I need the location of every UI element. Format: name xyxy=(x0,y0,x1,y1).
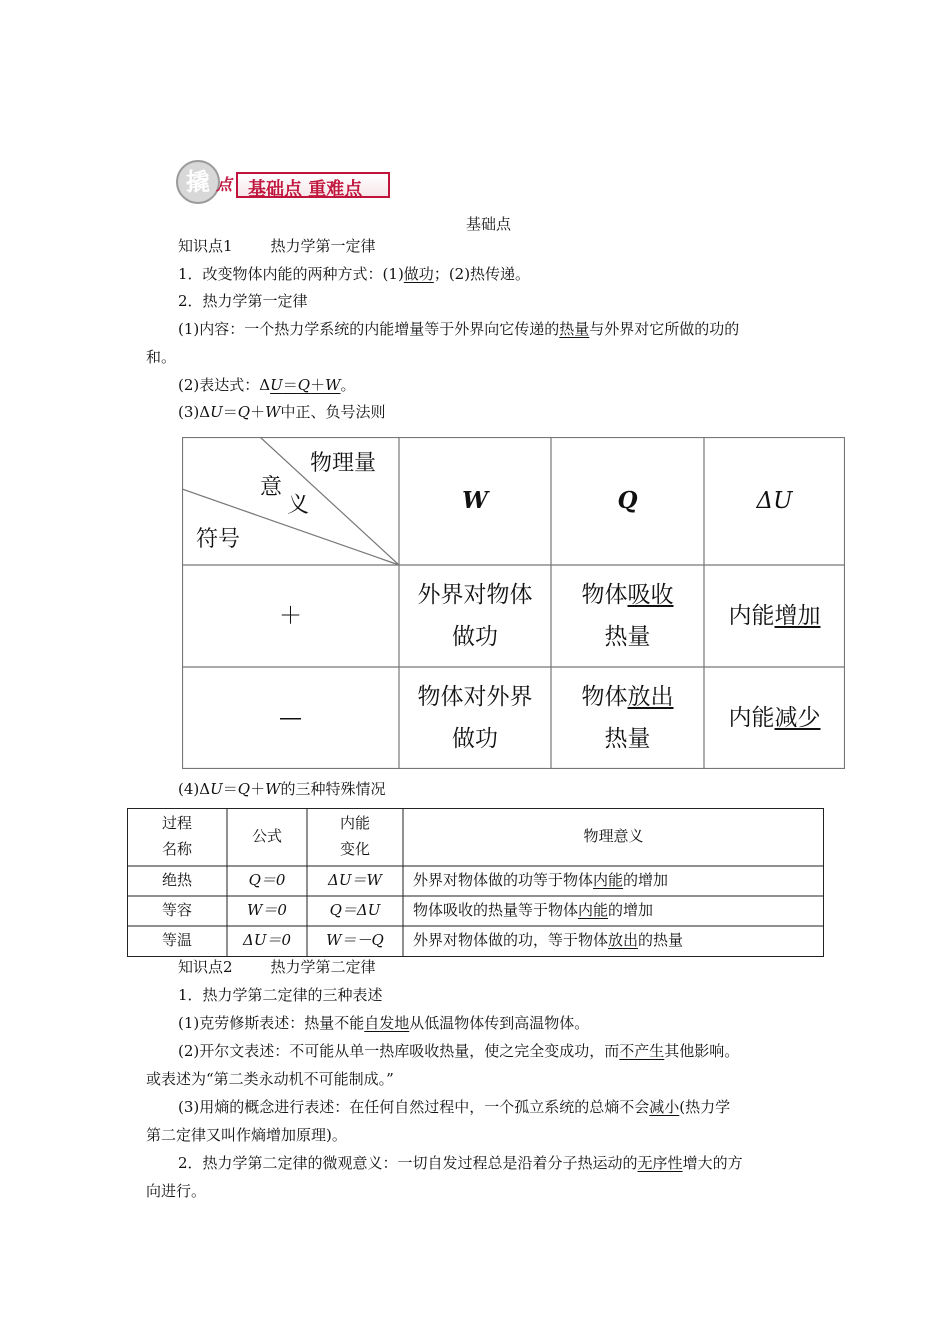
special-cases-table xyxy=(127,808,824,957)
k2-p4-cont: 第二定律又叫作熵增加原理)。 xyxy=(146,1126,347,1144)
row-minus-dU: 内能 减少 xyxy=(728,705,821,731)
k2-p3: (2)开尔文表述：不可能从单一热库吸收热量，使之完全变成功，而不产生其他影响。 xyxy=(178,1042,740,1060)
k2-title: 知识点2 xyxy=(178,958,233,976)
k2-p5-cont: 向进行。 xyxy=(146,1182,207,1200)
row-isothermal-formula: ΔU＝0 xyxy=(242,931,292,949)
row-minus-Q: 物体放出 热量 xyxy=(581,684,674,752)
k1-p4: (2)表达式：ΔU＝Q＋W。 xyxy=(178,376,356,394)
k1-p3-cont: 和。 xyxy=(146,348,177,366)
k2-heading xyxy=(178,956,376,978)
diag-label-sign: 符号 xyxy=(196,527,241,552)
diag-label-quantity: 物理量 xyxy=(310,451,377,476)
badge-title: 基础点 重难点 xyxy=(248,179,363,200)
row-isothermal-name: 等温 xyxy=(161,931,192,949)
badge-char: 点 xyxy=(216,175,233,194)
row-minus-W: 物体对外界 做功 xyxy=(417,684,533,752)
th-process-1: 过程 xyxy=(161,814,192,832)
row-isochoric-name: 等容 xyxy=(161,901,192,919)
k1-p5: (3)ΔU＝Q＋W中正、负号法则 xyxy=(178,403,386,421)
k1-p2: 2．热力学第一定律 xyxy=(178,292,308,310)
row-adiabatic-formula: Q＝0 xyxy=(248,871,286,889)
header-W: W xyxy=(462,487,488,514)
k2-p3-cont: 或表述为“第二类永动机不可能制成。” xyxy=(146,1070,394,1088)
th-change-2: 变化 xyxy=(339,840,370,858)
row-plus-sign: ＋ xyxy=(279,603,302,629)
row-isothermal-change: W＝－Q xyxy=(326,931,384,949)
badge-circle-icon: 撬 xyxy=(176,160,220,204)
section-title: 基础点 xyxy=(466,215,512,233)
sign-convention-table xyxy=(182,437,845,769)
row-isochoric-change: Q＝ΔU xyxy=(329,901,381,919)
row-minus-sign: — xyxy=(279,705,302,731)
p6: (4)ΔU＝Q＋W的三种特殊情况 xyxy=(178,780,386,798)
k2-p5: 2．热力学第二定律的微观意义：一切自发过程总是沿着分子热运动的无序性增大的方 xyxy=(178,1154,743,1172)
header-dU: ΔU xyxy=(756,488,793,514)
row-adiabatic-name: 绝热 xyxy=(161,871,192,889)
diag-label-meaning-1: 意 xyxy=(260,475,283,500)
badge-bar xyxy=(236,172,390,198)
k2-p4: (3)用熵的概念进行表述：在任何自然过程中，一个孤立系统的总熵不会减小(热力学 xyxy=(178,1098,731,1116)
k2-p1: 1．热力学第二定律的三种表述 xyxy=(178,986,383,1004)
th-process-2: 名称 xyxy=(161,840,192,858)
row-plus-Q: 物体吸收 热量 xyxy=(581,582,674,650)
row-adiabatic-change: ΔU＝W xyxy=(328,871,382,889)
row-plus-W: 外界对物体 做功 xyxy=(417,582,533,650)
th-meaning: 物理意义 xyxy=(583,827,644,845)
k1-title: 知识点1 xyxy=(178,237,233,255)
k1-heading xyxy=(178,235,376,257)
diag-label-meaning-2: 义 xyxy=(287,493,310,518)
k1-p1: 1．改变物体内能的两种方式：(1)做功；(2)热传递。 xyxy=(178,265,531,283)
row-isochoric-formula: W＝0 xyxy=(247,901,287,919)
row-plus-dU: 内能 增加 xyxy=(728,603,821,629)
k2-name: 热力学第二定律 xyxy=(270,958,376,976)
k2-p2: (1)克劳修斯表述：热量不能自发地从低温物体传到高温物体。 xyxy=(178,1014,590,1032)
section-badge xyxy=(176,158,392,206)
header-Q: Q xyxy=(617,487,638,514)
row-isochoric-meaning: 物体吸收的热量等于物体内能的增加 xyxy=(413,901,654,919)
th-change-1: 内能 xyxy=(339,814,370,832)
row-adiabatic-meaning: 外界对物体做的功等于物体内能的增加 xyxy=(413,871,669,889)
k1-name: 热力学第一定律 xyxy=(270,237,376,255)
row-isothermal-meaning: 外界对物体做的功，等于物体放出的热量 xyxy=(413,931,684,949)
k1-p3: (1)内容：一个热力学系统的内能增量等于外界向它传递的热量与外界对它所做的功的 xyxy=(178,320,740,338)
th-formula: 公式 xyxy=(251,827,282,845)
